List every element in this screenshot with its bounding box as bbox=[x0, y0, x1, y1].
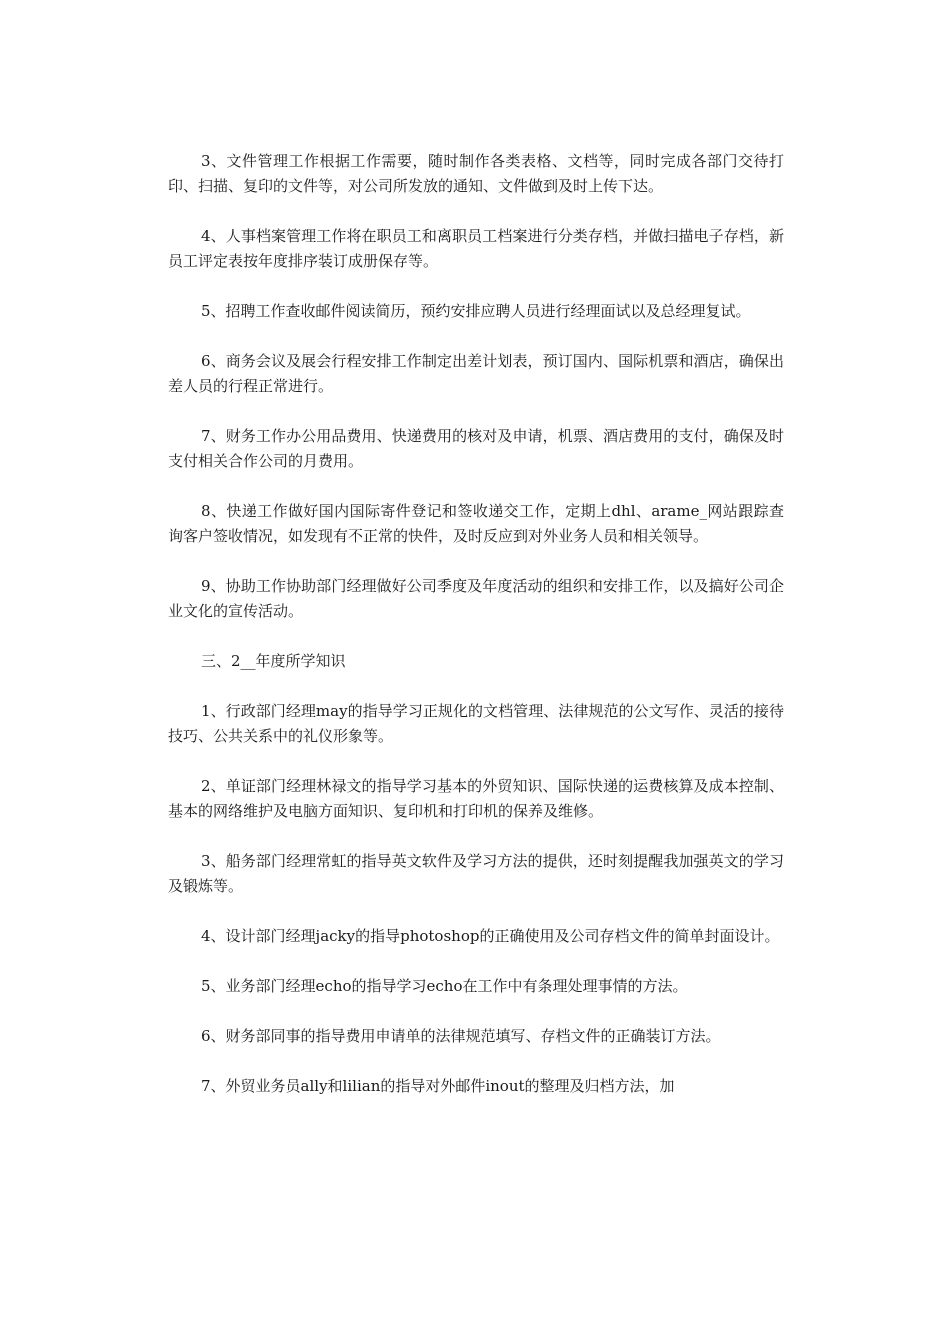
document-body bbox=[168, 149, 784, 1124]
paragraph-item-5-recruitment: 5、招聘工作查收邮件阅读简历，预约安排应聘人员进行经理面试以及总经理复试。 bbox=[201, 302, 751, 320]
paragraph-item-8-express-delivery: 8、快递工作做好国内国际寄件登记和签收递交工作，定期上dhl、arame_网站跟踪查询客户签收情况，如发现有不正常的快件，及时反应到对外业务人员和相关领导。 bbox=[168, 502, 784, 545]
paragraph-learned-3-shipping: 3、船务部门经理常虹的指导英文软件及学习方法的提供，还时刻提醒我加强英文的学习及锻炼等。 bbox=[168, 852, 784, 895]
paragraph-learned-1-admin: 1、行政部门经理may的指导学习正规化的文档管理、法律规范的公文写作、灵活的接待技巧、公共关系中的礼仪形象等。 bbox=[168, 702, 784, 745]
paragraph-learned-2-documents: 2、单证部门经理林禄文的指导学习基本的外贸知识、国际快递的运费核算及成本控制、基本的网络维护及电脑方面知识、复印机和打印机的保养及维修。 bbox=[168, 777, 784, 820]
paragraph-item-6-business-meetings: 6、商务会议及展会行程安排工作制定出差计划表，预订国内、国际机票和酒店，确保出差人员的行程正常进行。 bbox=[168, 352, 784, 395]
paragraph-learned-5-business: 5、业务部门经理echo的指导学习echo在工作中有条理处理事情的方法。 bbox=[201, 977, 688, 995]
paragraph-item-7-finance: 7、财务工作办公用品费用、快递费用的核对及申请，机票、酒店费用的支付，确保及时支付相关合作公司的月费用。 bbox=[168, 427, 784, 470]
section-heading-knowledge-learned: 三、2__年度所学知识 bbox=[201, 652, 346, 670]
paragraph-learned-4-design: 4、设计部门经理jacky的指导photoshop的正确使用及公司存档文件的简单封面设计。 bbox=[201, 927, 780, 945]
paragraph-learned-6-finance: 6、财务部同事的指导费用申请单的法律规范填写、存档文件的正确装订方法。 bbox=[201, 1027, 721, 1045]
paragraph-item-4-personnel-archives: 4、人事档案管理工作将在职员工和离职员工档案进行分类存档，并做扫描电子存档，新员工评定表按年度排序装订成册保存等。 bbox=[168, 227, 784, 270]
paragraph-item-3-file-management: 3、文件管理工作根据工作需要，随时制作各类表格、文档等，同时完成各部门交待打印、扫描、复印的文件等，对公司所发放的通知、文件做到及时上传下达。 bbox=[168, 152, 784, 195]
paragraph-learned-7-trade: 7、外贸业务员ally和lilian的指导对外邮件inout的整理及归档方法，加 bbox=[201, 1077, 675, 1095]
paragraph-item-9-assistance: 9、协助工作协助部门经理做好公司季度及年度活动的组织和安排工作，以及搞好公司企业文化的宣传活动。 bbox=[168, 577, 784, 620]
